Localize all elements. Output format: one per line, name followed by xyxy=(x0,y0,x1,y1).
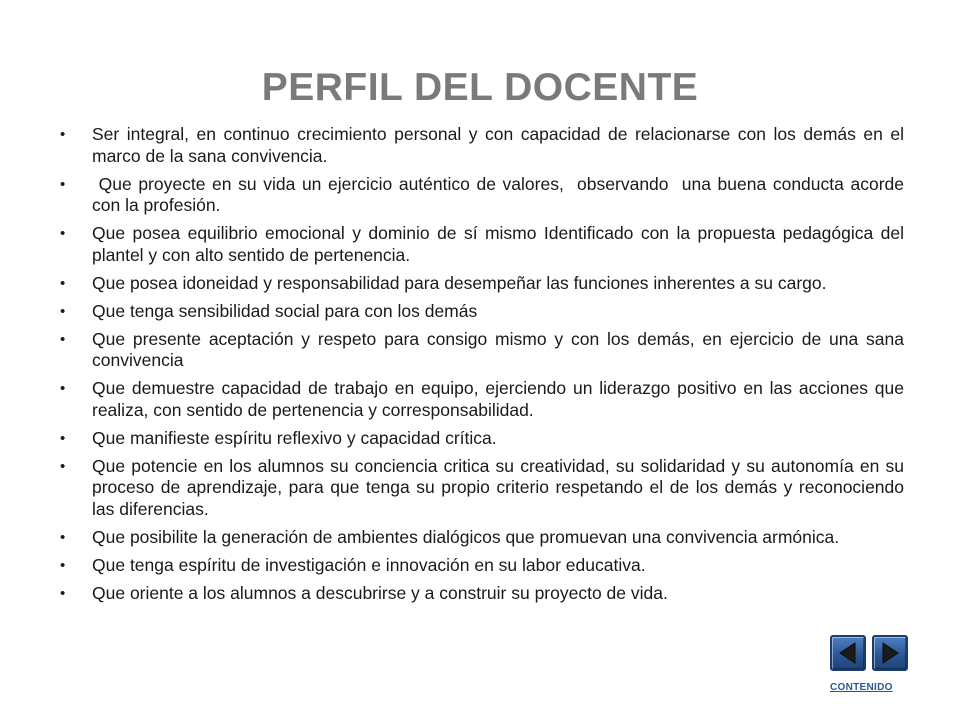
contents-link[interactable]: CONTENIDO xyxy=(830,682,893,693)
list-item-text: Que proyecte en su vida un ejercicio auténtico de valores, observando una buena conducta acorde con la profesión. xyxy=(92,173,909,215)
list-item-text: Que manifieste espíritu reflexivo y capacidad crítica. xyxy=(92,427,497,448)
bullet-icon: • xyxy=(60,457,66,475)
bullet-icon: • xyxy=(60,302,66,320)
list-item xyxy=(56,378,904,421)
list-item xyxy=(56,428,904,450)
list-item-text: Ser integral, en continuo crecimiento personal y con capacidad de relacionarse con los demás en el marco de la sana convivencia. xyxy=(92,124,904,166)
list-item-text: Que posea equilibrio emocional y dominio de sí mismo Identificado con la propuesta pedagógica del plantel y con alto sentido de pertenencia. xyxy=(92,223,904,265)
list-item xyxy=(56,527,904,549)
page-title: PERFIL DEL DOCENTE xyxy=(261,66,699,109)
list-item-text: Que oriente a los alumnos a descubrirse y a construir su proyecto de vida. xyxy=(92,582,668,603)
list-item xyxy=(56,555,904,577)
list-item-text: Que potencie en los alumnos su conciencia critica su creatividad, su solidaridad y su autonomía en su proceso de aprendizaje, para que tenga su propio criterio respetando el de los demás y reconociendo las diferencias. xyxy=(92,455,904,519)
bullet-icon: • xyxy=(60,556,66,574)
list-item-text: Que tenga espíritu de investigación e innovación en su labor educativa. xyxy=(92,554,646,575)
bullet-icon: • xyxy=(60,528,66,546)
previous-slide-button[interactable] xyxy=(830,635,866,671)
bullet-icon: • xyxy=(60,126,66,143)
bullet-icon: • xyxy=(60,225,66,242)
bullet-icon: • xyxy=(60,380,66,397)
bullet-icon: • xyxy=(60,584,66,602)
next-slide-button[interactable] xyxy=(872,635,908,671)
bullet-icon: • xyxy=(60,175,66,193)
list-item xyxy=(56,329,904,372)
list-item-text: Que demuestre capacidad de trabajo en equipo, ejerciendo un liderazgo positivo en las acciones que realiza, con sentido de pertenencia y corresponsabilidad. xyxy=(92,378,904,420)
list-item xyxy=(56,173,909,217)
list-item xyxy=(56,456,904,521)
list-item-text: Que tenga sensibilidad social para con los demás xyxy=(92,300,478,321)
list-item xyxy=(56,273,904,295)
bullet-icon: • xyxy=(60,274,66,292)
slide-navigation xyxy=(828,635,912,671)
triangle-right-icon xyxy=(874,637,906,669)
triangle-left-icon xyxy=(832,637,864,669)
list-item xyxy=(56,583,904,605)
bullet-icon: • xyxy=(60,330,66,348)
bullet-icon: • xyxy=(60,429,66,447)
list-item xyxy=(56,124,904,167)
list-item-text: Que posea idoneidad y responsabilidad para desempeñar las funciones inherentes a su cargo. xyxy=(92,272,827,293)
bullet-list xyxy=(56,124,909,611)
list-item-text: Que presente aceptación y respeto para consigo mismo y con los demás, en ejercicio de una sana convivencia xyxy=(92,328,904,370)
list-item-text: Que posibilite la generación de ambientes dialógicos que promuevan una convivencia armónica. xyxy=(92,526,840,547)
list-item xyxy=(56,301,904,323)
list-item xyxy=(56,223,904,266)
